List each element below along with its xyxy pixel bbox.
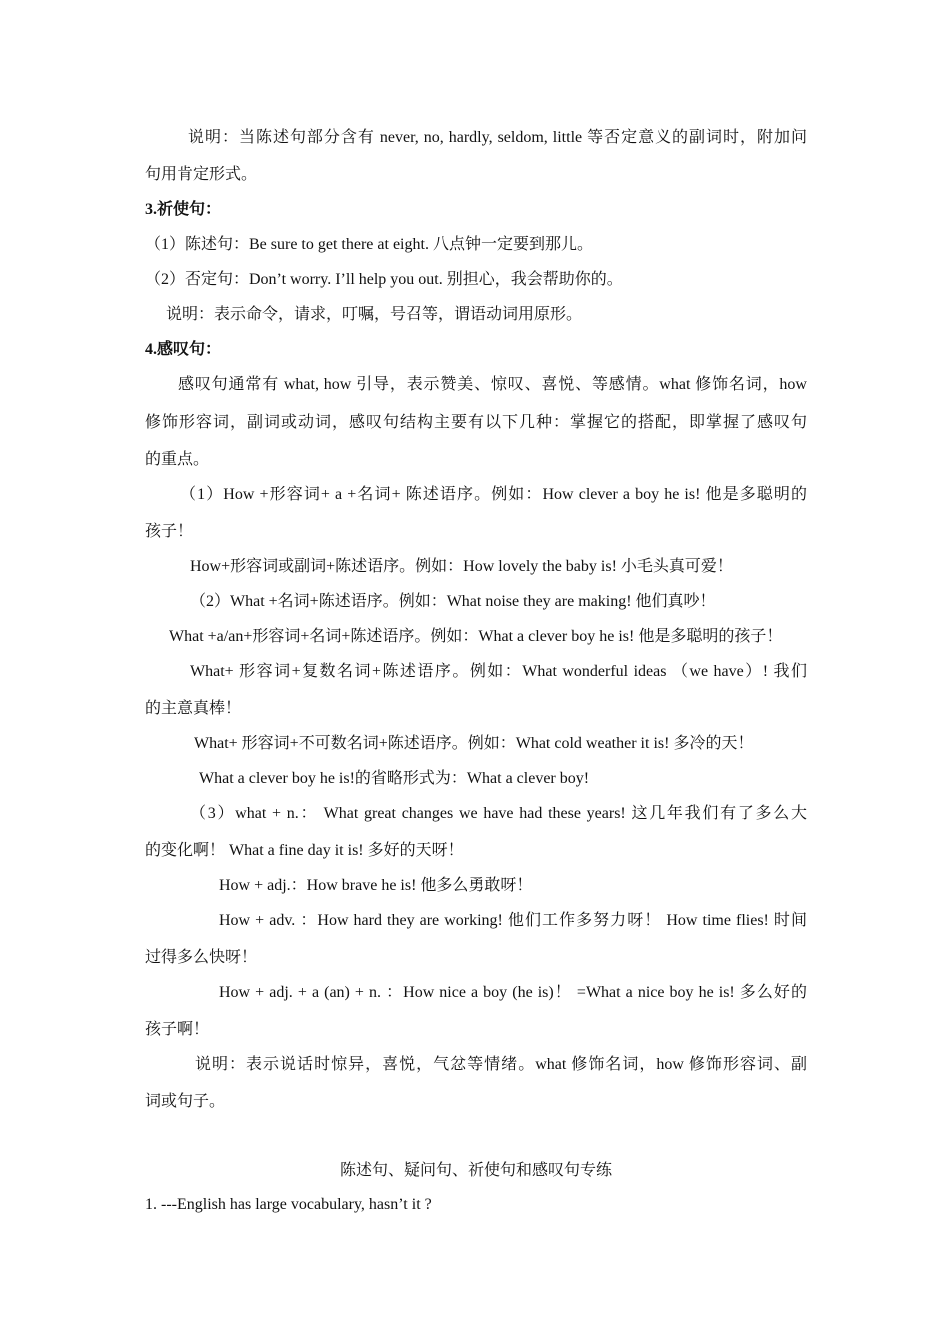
text-line: 说明：表示命令，请求，叮嘱，号召等，谓语动词用原形。 [166,306,583,323]
text-line: 说明：当陈述句部分含有 never, no, hardly, seldom, little 等否定意义的副词时，附加问 [188,129,807,146]
text-line: 感叹句通常有 what, how 引导，表示赞美、惊叹、喜悦、等感情。what 修饰名词，how [178,376,807,393]
text-line: 的变化啊！ What a fine day it is! 多好的天呀！ [145,842,464,859]
exercise-item: 1. ---English has large vocabulary, hasn’t it ? [145,1196,432,1213]
section-heading: 4.感叹句： [145,341,222,358]
text-line: 过得多么快呀！ [145,949,258,966]
text-line: What+ 形容词+复数名词+陈述语序。例如：What wonderful ideas （we have）! 我们 [190,663,807,680]
text-line: （1）陈述句：Be sure to get there at eight. 八点钟一定要到那儿。 [145,236,593,253]
text-line: 句用肯定形式。 [145,166,258,183]
text-line: 孩子！ [145,523,194,540]
text-line: What +a/an+形容词+名词+陈述语序。例如：What a clever boy he is! 他是多聪明的孩子！ [169,628,783,645]
text-line: 说明：表示说话时惊异，喜悦，气忿等情绪。what 修饰名词，how 修饰形容词、副 [195,1056,807,1073]
text-line: What+ 形容词+不可数名词+陈述语序。例如：What cold weather it is! 多冷的天！ [194,735,754,752]
text-line: How+形容词或副词+陈述语序。例如：How lovely the baby is! 小毛头真可爱！ [190,558,733,575]
text-line: How + adj. + a (an) + n. ：How nice a boy (he is)！ =What a nice boy he is! 多么好的 [219,984,807,1001]
text-line: 修饰形容词，副词或动词，感叹句结构主要有以下几种：掌握它的搭配，即掌握了感叹句 [145,414,807,431]
text-line: 词或句子。 [145,1093,226,1110]
text-line: What a clever boy he is!的省略形式为：What a clever boy! [199,770,590,787]
text-line: （2）否定句：Don’t worry. I’ll help you out. 别担心，我会帮助你的。 [145,271,623,288]
text-line: 的主意真棒！ [145,700,242,717]
text-line: （2）What +名词+陈述语序。例如：What noise they are making! 他们真吵！ [190,593,716,610]
text-line: How + adv. ：How hard they are working! 他们工作多努力呀！ How time flies! 时间 [219,912,807,929]
text-line: 孩子啊！ [145,1021,210,1038]
exercise-title: 陈述句、疑问句、祈使句和感叹句专练 [339,1162,612,1179]
text-line: How + adj.：How brave he is! 他多么勇敢呀！ [219,877,533,894]
section-heading: 3.祈使句： [145,201,222,218]
text-line: （3）what + n.： What great changes we have had these years! 这几年我们有了多么大 [190,805,807,822]
text-line: 的重点。 [145,451,210,468]
text-line: （1）How +形容词+ a +名词+ 陈述语序。例如：How clever a boy he is! 他是多聪明的 [180,486,807,503]
